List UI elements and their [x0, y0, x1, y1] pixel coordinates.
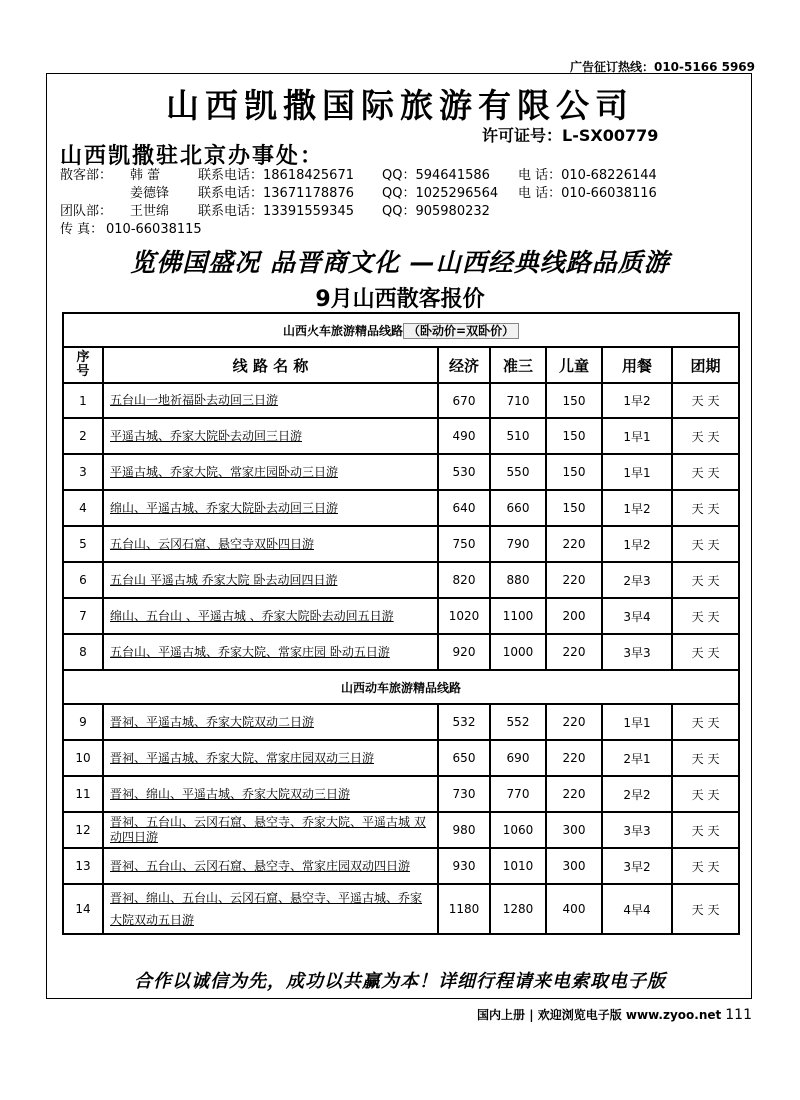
contact-dept: 传 真：: [60, 222, 104, 237]
contact-phone: 联系电话：18618425671: [198, 168, 354, 183]
price-standard3: 1010: [490, 848, 546, 884]
section-title-cell: [63, 313, 739, 347]
route-name: 晋祠、绵山、平遥古城、乔家大院双动三日游: [103, 776, 438, 812]
table-row: [63, 634, 739, 670]
fax-number: 010-66038115: [106, 222, 202, 237]
route-name: 五台山一地祈福卧去动回三日游: [103, 383, 438, 418]
tour-date: 天 天: [672, 526, 739, 562]
route-name: 晋祠、绵山、五台山、云冈石窟、悬空寺、平遥古城、乔家大院双动五日游: [103, 884, 438, 934]
table-body: [63, 313, 739, 934]
meal-plan: 2早3: [602, 562, 672, 598]
route-name: 绵山、平遥古城、乔家大院卧去动回三日游: [103, 490, 438, 526]
route-name: 晋祠、平遥古城、乔家大院双动二日游: [103, 704, 438, 740]
meal-plan: 1早2: [602, 490, 672, 526]
row-no: 3: [63, 454, 103, 490]
price-economy: 980: [438, 812, 490, 848]
price-standard3: 552: [490, 704, 546, 740]
contact-name: 王世绵: [130, 204, 170, 219]
table-row: [63, 776, 739, 812]
tour-date: 天 天: [672, 848, 739, 884]
col-header-route: 线 路 名 称: [103, 347, 438, 383]
section-title-bullet-train: 山西动车旅游精品线路: [63, 670, 739, 704]
tour-date: 天 天: [672, 383, 739, 418]
price-economy: 490: [438, 418, 490, 454]
price-economy: 1180: [438, 884, 490, 934]
section-header-bullet-train: [63, 670, 739, 704]
meal-plan: 3早4: [602, 598, 672, 634]
price-standard3: 1100: [490, 598, 546, 634]
price-child: 220: [546, 526, 602, 562]
col-header-standard3: 准三: [490, 347, 546, 383]
section-title-train: 山西火车旅游精品线路: [283, 323, 404, 338]
row-no: 5: [63, 526, 103, 562]
page-number: 111: [725, 1007, 752, 1023]
tour-date: 天 天: [672, 634, 739, 670]
price-economy: 640: [438, 490, 490, 526]
meal-plan: 4早4: [602, 884, 672, 934]
col-header-date: 团期: [672, 347, 739, 383]
meal-plan: 1早2: [602, 526, 672, 562]
tour-date: 天 天: [672, 562, 739, 598]
route-name: 晋祠、平遥古城、乔家大院、常家庄园双动三日游: [103, 740, 438, 776]
license-number: 许可证号：L-SX00779: [482, 126, 659, 145]
table-row: [63, 454, 739, 490]
price-standard3: 1280: [490, 884, 546, 934]
contact-dept: 团队部：: [60, 204, 113, 219]
tour-date: 天 天: [672, 776, 739, 812]
col-header-economy: 经济: [438, 347, 490, 383]
meal-plan: 3早3: [602, 634, 672, 670]
table-row: [63, 526, 739, 562]
meal-plan: 1早2: [602, 383, 672, 418]
route-name: 五台山、云冈石窟、悬空寺双卧四日游: [103, 526, 438, 562]
table-row: [63, 812, 739, 848]
tour-date: 天 天: [672, 418, 739, 454]
table-row: [63, 884, 739, 934]
route-price-table-wrap: [62, 312, 738, 935]
contact-tel: 电 话：010-68226144: [518, 168, 657, 183]
table-row: [63, 704, 739, 740]
route-name: 五台山 平遥古城 乔家大院 卧去动回四日游: [103, 562, 438, 598]
price-child: 220: [546, 634, 602, 670]
meal-plan: 2早2: [602, 776, 672, 812]
tour-date: 天 天: [672, 704, 739, 740]
table-row: [63, 740, 739, 776]
price-economy: 530: [438, 454, 490, 490]
column-header-row: [63, 347, 739, 383]
price-child: 220: [546, 776, 602, 812]
meal-plan: 3早2: [602, 848, 672, 884]
price-economy: 730: [438, 776, 490, 812]
contact-dept: 散客部：: [60, 168, 113, 183]
price-standard3: 710: [490, 383, 546, 418]
price-economy: 750: [438, 526, 490, 562]
meal-plan: 1早1: [602, 454, 672, 490]
route-name: 晋祠、五台山、云冈石窟、悬空寺、常家庄园双动四日游: [103, 848, 438, 884]
row-no: 7: [63, 598, 103, 634]
route-price-table: [62, 312, 740, 935]
contact-phone: 联系电话：13391559345: [198, 204, 354, 219]
meal-plan: 1早1: [602, 704, 672, 740]
table-row: [63, 848, 739, 884]
section-header-train: [63, 313, 739, 347]
route-name: 平遥古城、乔家大院卧去动回三日游: [103, 418, 438, 454]
price-standard3: 1000: [490, 634, 546, 670]
col-header-no: 序号: [63, 347, 103, 383]
route-name: 五台山、平遥古城、乔家大院、常家庄园 卧动五日游: [103, 634, 438, 670]
meal-plan: 1早1: [602, 418, 672, 454]
price-standard3: 660: [490, 490, 546, 526]
price-economy: 650: [438, 740, 490, 776]
slogan-banner: 览佛国盛况 品晋商文化 —山西经典线路品质游: [130, 248, 670, 277]
meal-plan: 2早1: [602, 740, 672, 776]
price-child: 150: [546, 454, 602, 490]
price-economy: 920: [438, 634, 490, 670]
tour-date: 天 天: [672, 740, 739, 776]
contact-qq: QQ：594641586: [382, 168, 490, 183]
row-no: 4: [63, 490, 103, 526]
tour-date: 天 天: [672, 884, 739, 934]
col-header-meal: 用餐: [602, 347, 672, 383]
row-no: 2: [63, 418, 103, 454]
tour-date: 天 天: [672, 490, 739, 526]
price-standard3: 880: [490, 562, 546, 598]
row-no: 10: [63, 740, 103, 776]
price-child: 220: [546, 740, 602, 776]
price-standard3: 510: [490, 418, 546, 454]
price-economy: 820: [438, 562, 490, 598]
tour-date: 天 天: [672, 812, 739, 848]
contact-phone: 联系电话：13671178876: [198, 186, 354, 201]
section-note-train: （卧动价=双卧价）: [403, 323, 519, 339]
contact-name: 韩 蕾: [130, 168, 161, 183]
row-no: 14: [63, 884, 103, 934]
route-name: 绵山、五台山 、平遥古城 、乔家大院卧去动回五日游: [103, 598, 438, 634]
company-name: 山西凯撒国际旅游有限公司: [166, 86, 634, 125]
price-standard3: 1060: [490, 812, 546, 848]
tour-date: 天 天: [672, 598, 739, 634]
table-row: [63, 598, 739, 634]
tour-date: 天 天: [672, 454, 739, 490]
page-info-text: 国内上册 | 欢迎浏览电子版 www.zyoo.net: [477, 1008, 722, 1022]
table-row: [63, 383, 739, 418]
route-name: 晋祠、五台山、云冈石窟、悬空寺、乔家大院、平遥古城 双动四日游: [103, 812, 438, 848]
price-child: 200: [546, 598, 602, 634]
price-child: 220: [546, 562, 602, 598]
contact-qq: QQ：1025296564: [382, 186, 499, 201]
contact-qq: QQ：905980232: [382, 204, 490, 219]
row-no: 12: [63, 812, 103, 848]
row-no: 6: [63, 562, 103, 598]
meal-plan: 3早3: [602, 812, 672, 848]
price-economy: 930: [438, 848, 490, 884]
price-list-title: 9月山西散客报价: [315, 287, 485, 312]
price-child: 150: [546, 383, 602, 418]
footer-slogan: 合作以诚信为先，成功以共赢为本！详细行程请来电索取电子版: [134, 971, 666, 992]
price-standard3: 790: [490, 526, 546, 562]
row-no: 8: [63, 634, 103, 670]
contact-name: 姜德锋: [130, 186, 170, 201]
price-child: 400: [546, 884, 602, 934]
row-no: 9: [63, 704, 103, 740]
table-row: [63, 490, 739, 526]
price-child: 220: [546, 704, 602, 740]
table-row: [63, 418, 739, 454]
price-child: 300: [546, 812, 602, 848]
col-header-child: 儿童: [546, 347, 602, 383]
price-standard3: 550: [490, 454, 546, 490]
page-footer: [477, 1006, 752, 1023]
price-economy: 532: [438, 704, 490, 740]
price-child: 150: [546, 418, 602, 454]
price-child: 300: [546, 848, 602, 884]
price-economy: 670: [438, 383, 490, 418]
row-no: 11: [63, 776, 103, 812]
price-economy: 1020: [438, 598, 490, 634]
row-no: 13: [63, 848, 103, 884]
contact-tel: 电 话：010-66038116: [518, 186, 657, 201]
price-standard3: 770: [490, 776, 546, 812]
price-child: 150: [546, 490, 602, 526]
table-row: [63, 562, 739, 598]
beijing-office-title: 山西凯撒驻北京办事处：: [60, 144, 325, 169]
row-no: 1: [63, 383, 103, 418]
price-standard3: 690: [490, 740, 546, 776]
route-name: 平遥古城、乔家大院、常家庄园卧动三日游: [103, 454, 438, 490]
ad-hotline: 广告征订热线：010-5166 5969: [569, 60, 755, 74]
